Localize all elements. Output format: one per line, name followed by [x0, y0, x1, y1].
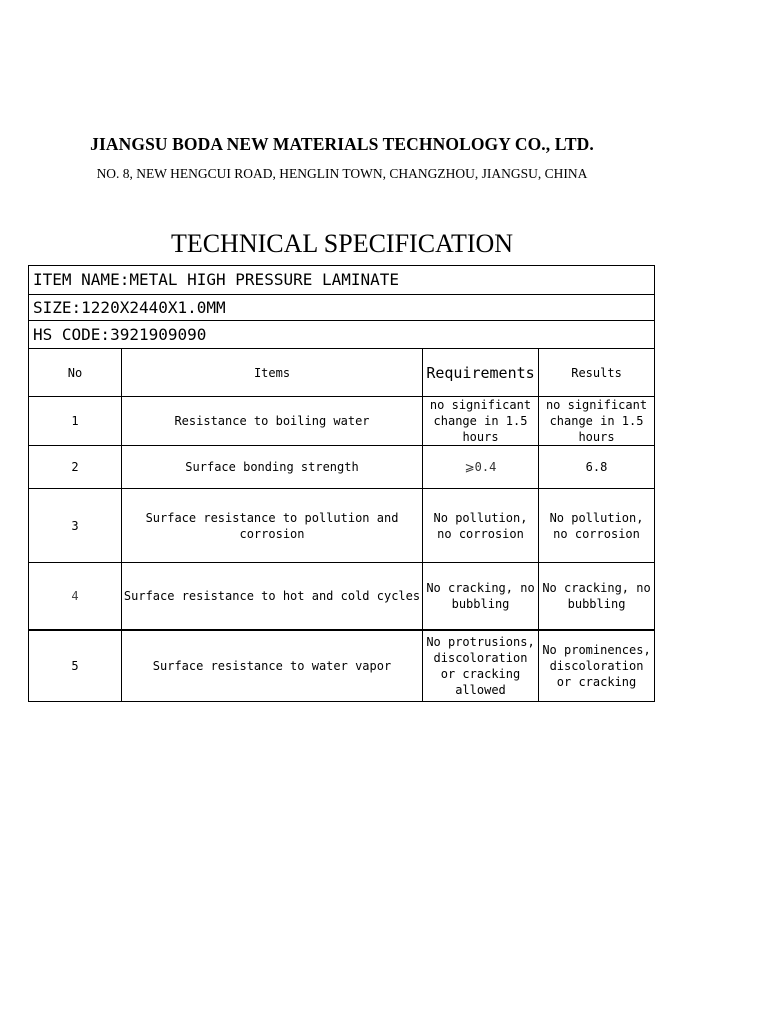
row-number: 3 [29, 489, 122, 563]
row-result: 6.8 [539, 446, 655, 489]
row-number: 4 [29, 563, 122, 631]
item-name: ITEM NAME:METAL HIGH PRESSURE LAMINATE [29, 266, 655, 295]
table-row [29, 397, 655, 446]
row-item: Surface bonding strength [122, 446, 423, 489]
size-row [29, 295, 655, 321]
row-number: 2 [29, 446, 122, 489]
table-row [29, 630, 655, 702]
row-item: Resistance to boiling water [122, 397, 423, 446]
row-result: No prominences, discoloration or cracking [539, 630, 655, 702]
row-item: Surface resistance to hot and cold cycles [122, 563, 423, 631]
row-number: 1 [29, 397, 122, 446]
column-header-requirements: Requirements [423, 349, 539, 397]
hs-code-row [29, 321, 655, 349]
table-header-row [29, 349, 655, 397]
row-requirement: ⩾0.4 [423, 446, 539, 489]
table-row [29, 446, 655, 489]
specification-table [28, 265, 655, 702]
row-result: No cracking, no bubbling [539, 563, 655, 631]
column-header-no: No [29, 349, 122, 397]
row-item: Surface resistance to pollution and corrosion [122, 489, 423, 563]
row-item: Surface resistance to water vapor [122, 630, 423, 702]
row-requirement: No pollution, no corrosion [423, 489, 539, 563]
document-title: TECHNICAL SPECIFICATION [170, 229, 514, 258]
table-row [29, 489, 655, 563]
company-address: NO. 8, NEW HENGCUI ROAD, HENGLIN TOWN, CHANGZHOU, JIANGSU, CHINA [96, 166, 588, 181]
row-requirement: No protrusions, discoloration or cracking allowed [423, 630, 539, 702]
column-header-results: Results [539, 349, 655, 397]
row-requirement: No cracking, no bubbling [423, 563, 539, 631]
hs-code: HS CODE:3921909090 [29, 321, 655, 349]
item-name-row [29, 266, 655, 295]
table-row [29, 563, 655, 631]
company-name: JIANGSU BODA NEW MATERIALS TECHNOLOGY CO., LTD. [90, 134, 594, 154]
row-requirement: no significant change in 1.5 hours [423, 397, 539, 446]
column-header-items: Items [122, 349, 423, 397]
row-number: 5 [29, 630, 122, 702]
row-result: no significant change in 1.5 hours [539, 397, 655, 446]
size: SIZE:1220X2440X1.0MM [29, 295, 655, 321]
row-result: No pollution, no corrosion [539, 489, 655, 563]
